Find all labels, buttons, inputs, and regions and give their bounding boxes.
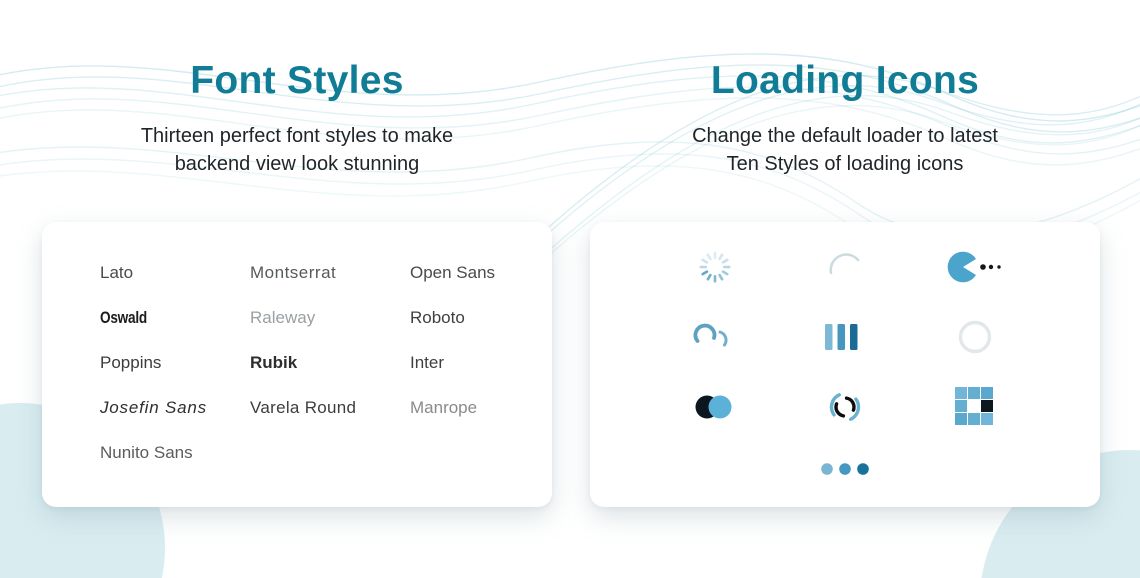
font-name-poppins: Poppins — [100, 352, 162, 372]
font-name-rubik: Rubik — [250, 352, 298, 372]
font-list — [42, 222, 552, 475]
spokes-spinner-icon — [697, 249, 733, 285]
font-styles-title: Font Styles — [190, 59, 404, 102]
font-styles-section — [42, 0, 552, 507]
loader-cell-spokes — [650, 232, 780, 302]
loader-cell-dual-arc — [780, 372, 910, 442]
loading-icons-subtitle-line1: Change the default loader to latest — [692, 125, 998, 147]
font-styles-subtitle — [42, 122, 552, 178]
loading-icons-title: Loading Icons — [710, 59, 980, 102]
font-name-inter: Inter — [410, 352, 445, 372]
double-crescent-spinner-icon — [693, 319, 737, 355]
font-styles-subtitle-line1: Thirteen perfect font styles to make — [140, 125, 454, 147]
pacman-loader-icon — [947, 247, 1003, 287]
font-name-varela-round: Varela Round — [250, 397, 357, 417]
ring-loader-icon — [955, 317, 995, 357]
loader-cell-square-grid — [910, 372, 1040, 442]
font-name-manrope: Manrope — [410, 397, 478, 417]
loading-icons-section — [590, 0, 1100, 507]
loading-icons-card — [590, 222, 1100, 507]
loader-cell-dual-ball — [650, 372, 780, 442]
loader-cell-double-crescent — [650, 302, 780, 372]
loader-cell-pacman — [910, 232, 1040, 302]
font-styles-subtitle-line2: backend view look stunning — [174, 153, 420, 175]
font-styles-card — [42, 222, 552, 507]
loading-icons-subtitle — [590, 122, 1100, 178]
arc-spinner-icon — [825, 247, 865, 287]
square-grid-loader-icon — [955, 387, 995, 427]
bars-loader-icon — [825, 322, 865, 352]
dots-loader-icon — [820, 462, 870, 476]
font-name-josefin-sans: Josefin Sans — [100, 397, 207, 417]
loader-grid — [590, 222, 1100, 507]
font-name-oswald: Oswald — [100, 307, 147, 327]
font-name-roboto: Roboto — [410, 307, 465, 327]
font-name-open-sans: Open Sans — [410, 262, 496, 282]
loader-cell-dots — [650, 442, 1040, 496]
loader-cell-bars — [780, 302, 910, 372]
loader-cell-ring — [910, 302, 1040, 372]
loading-icons-subtitle-line2: Ten Styles of loading icons — [726, 153, 964, 175]
font-name-lato: Lato — [100, 262, 134, 282]
dual-arc-spinner-icon — [823, 385, 867, 429]
loader-cell-arc — [780, 232, 910, 302]
font-name-raleway: Raleway — [250, 307, 316, 327]
font-name-nunito-sans: Nunito Sans — [100, 442, 193, 462]
dual-ball-loader-icon — [694, 392, 736, 422]
font-name-montserrat: Montserrat — [250, 262, 337, 282]
